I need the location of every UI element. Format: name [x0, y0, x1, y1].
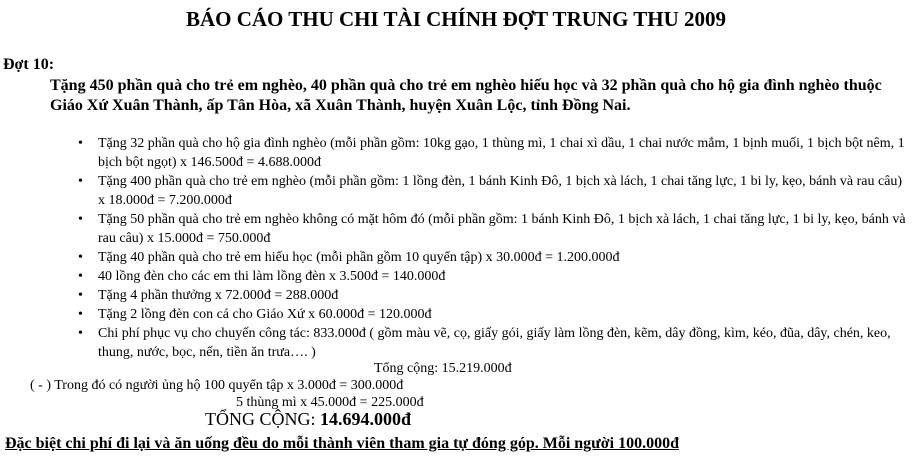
footer-note: Đặc biệt chi phí đi lại và ăn uống đều do mỗi thành viên tham gia tự đóng góp. Mỗi người 100.000đ: [5, 435, 679, 452]
expense-item: • Tặng 2 lồng đèn con cá cho Giáo Xứ x 60.000đ = 120.000đ: [78, 305, 908, 324]
grand-total: [205, 408, 411, 430]
expense-item: • Tặng 50 phần quà cho trẻ em nghèo không có mặt hôm đó (mỗi phần gồm: 1 bánh Kinh Đô, 1 bịch xà lách, 1 chai tăng lực, 1 bi ly, kẹo, bánh và rau câu) x 15.000đ = 750.000đ: [78, 210, 908, 248]
report-title: BÁO CÁO THU CHI TÀI CHÍNH ĐỢT TRUNG THU 2009: [185, 7, 727, 31]
expense-item: • Chi phí phục vụ cho chuyến công tác: 833.000đ ( gồm màu vẽ, cọ, giấy gói, giấy làm lồng đèn, kẽm, dây đồng, kìm, kéo, đũa, dây, chén, keo, thung, nước, bọc, nến, tiền ăn trưa…. ): [78, 324, 908, 362]
grand-total-label: TỔNG CỘNG:: [205, 409, 320, 429]
expense-list: [78, 134, 908, 362]
subtotal-line: Tổng cộng: 15.219.000đ: [374, 361, 512, 376]
expense-item: • 40 lồng đèn cho các em thi làm lồng đèn x 3.500đ = 140.000đ: [78, 267, 908, 286]
expense-item: • Tặng 40 phần quà cho trẻ em hiếu học (mỗi phần gồm 10 quyển tập) x 30.000đ = 1.200.000đ: [78, 248, 908, 267]
expense-item: • Tặng 32 phần quà cho hộ gia đình nghèo (mỗi phần gồm: 10kg gạo, 1 thùng mì, 1 chai xì dầu, 1 chai nước mắm, 1 bịnh muối, 1 bịch bột nêm, 1 bịch bột ngọt) x 146.500đ = 4.688.000đ: [78, 134, 908, 172]
phase-label: Đợt 10:: [3, 56, 55, 73]
donation-line-2: 5 thùng mì x 45.000đ = 225.000đ: [236, 395, 424, 410]
expense-item: • Tặng 400 phần quà cho trẻ em nghèo (mỗi phần gồm: 1 lồng đèn, 1 bánh Kinh Đô, 1 bịch xà lách, 1 chai tăng lực, 1 bi ly, kẹo, bánh và rau câu) x 18.000đ = 7.200.000đ: [78, 172, 908, 210]
donation-line-1: ( - ) Trong đó có người ủng hộ 100 quyển tập x 3.000đ = 300.000đ: [30, 378, 404, 393]
expense-item: • Tặng 4 phần thưởng x 72.000đ = 288.000đ: [78, 286, 908, 305]
intro-paragraph: Tặng 450 phần quà cho trẻ em nghèo, 40 phần quà cho trẻ em nghèo hiếu học và 32 phần quà cho hộ gia đình nghèo thuộc Giáo Xứ Xuân Thành, ấp Tân Hòa, xã Xuân Thành, huyện Xuân Lộc, tỉnh Đồng Nai.: [50, 77, 882, 114]
grand-total-value: 14.694.000đ: [320, 409, 412, 429]
